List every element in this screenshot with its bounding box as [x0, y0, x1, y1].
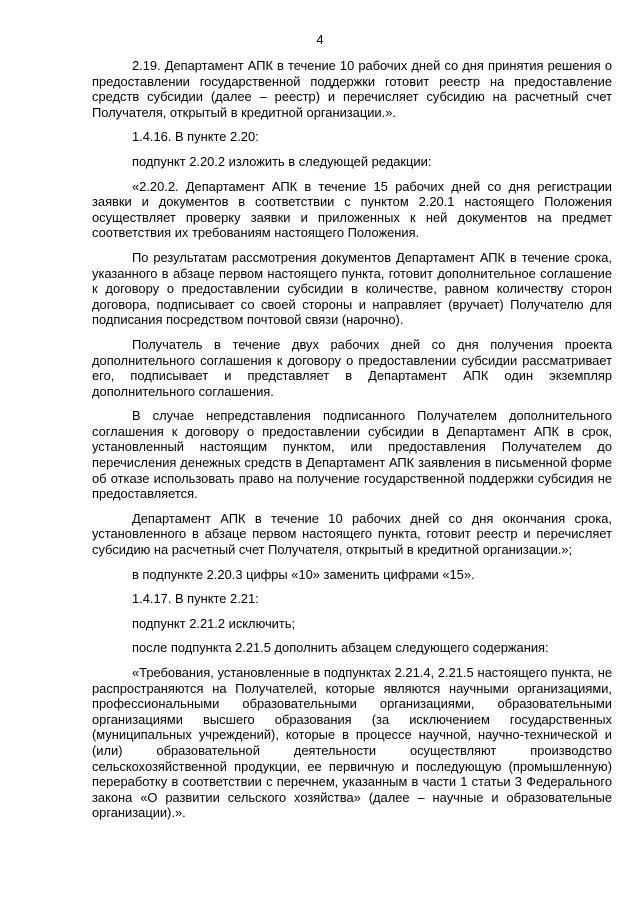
document-body: [92, 58, 612, 830]
paragraph-registry-transfer: Департамент АПК в течение 10 рабочих дней со дня окончания срока, установленного в абзаце первом настоящего пункта, готовит реестр и перечисляет субсидию на расчетный счет Получателя, открытый в кредитной организации.»;: [92, 510, 612, 558]
paragraph-recipient-signing: Получатель в течение двух рабочих дней со дня получения проекта дополнительного соглашения к договору о предоставлении субсидии рассматривает его, подписывает и представляет в Департамент АПК один экземпляр дополнительного соглашения.: [92, 336, 612, 399]
paragraph-2-20-3: в подпункте 2.20.3 цифры «10» заменить цифрами «15».: [132, 566, 475, 582]
paragraph-2-21-2: подпункт 2.21.2 исключить;: [132, 615, 296, 631]
paragraph-1-4-17: 1.4.17. В пункте 2.21:: [132, 591, 259, 607]
page-number: 4: [316, 32, 324, 47]
paragraph-non-submission: В случае непредставления подписанного Получателем дополнительного соглашения к договору о предоставлении субсидии в Департамент АПК в срок, установленный настоящим пунктом, или предоставления Получателем до перечисления денежных средств в Департамент АПК заявления в письменной форме об отказе использовать право на получение государственной поддержки субсидия не предоставляется.: [92, 408, 612, 502]
paragraph-2-20-2-intro: подпункт 2.20.2 изложить в следующей редакции:: [132, 153, 432, 169]
paragraph-2-19: 2.19. Департамент АПК в течение 10 рабочих дней со дня принятия решения о предоставлении государственной поддержки готовит реестр на предоставление средств субсидии (далее – реестр) и перечисляет субсидию на расчетный счет Получателя, открытый в кредитной организации.».: [92, 58, 612, 120]
paragraph-review-results: По результатам рассмотрения документов Департамент АПК в течение срока, указанного в абзаце первом настоящего пункта, готовит дополнительное соглашение к договору о предоставлении субсидии в количестве, равном количеству сторон договора, подписывает со своей стороны и направляет (вручает) Получателю для подписания посредством почтовой связи (нарочно).: [92, 249, 612, 328]
paragraph-requirements: «Требования, установленные в подпунктах 2.21.4, 2.21.5 настоящего пункта, не распространяются на Получателей, которые являются научными организациями, профессиональными образовательными организациями, образовательными организациями высшего образования (за исключением государственных (муниципальных учреждений), которые в процессе научной, научно-технической и (или) образовательной деятельности осуществляют производство сельскохозяйственной продукции, ее первичную и последующую (промышленную) переработку в соответствии с перечнем, указанным в части 1 статьи 3 Федерального закона «О развитии сельского хозяйства» (далее – научные и образовательные организации).».: [92, 665, 612, 821]
paragraph-1-4-16: 1.4.16. В пункте 2.20:: [132, 129, 259, 145]
paragraph-2-20-2: «2.20.2. Департамент АПК в течение 15 рабочих дней со дня регистрации заявки и документов в соответствии с пунктом 2.20.1 настоящего Положения осуществляет проверку заявки и приложенных к ней документов на предмет соответствия их требованиям настоящего Положения.: [92, 178, 612, 241]
paragraph-2-21-5-intro: после подпункта 2.21.5 дополнить абзацем следующего содержания:: [132, 640, 549, 656]
